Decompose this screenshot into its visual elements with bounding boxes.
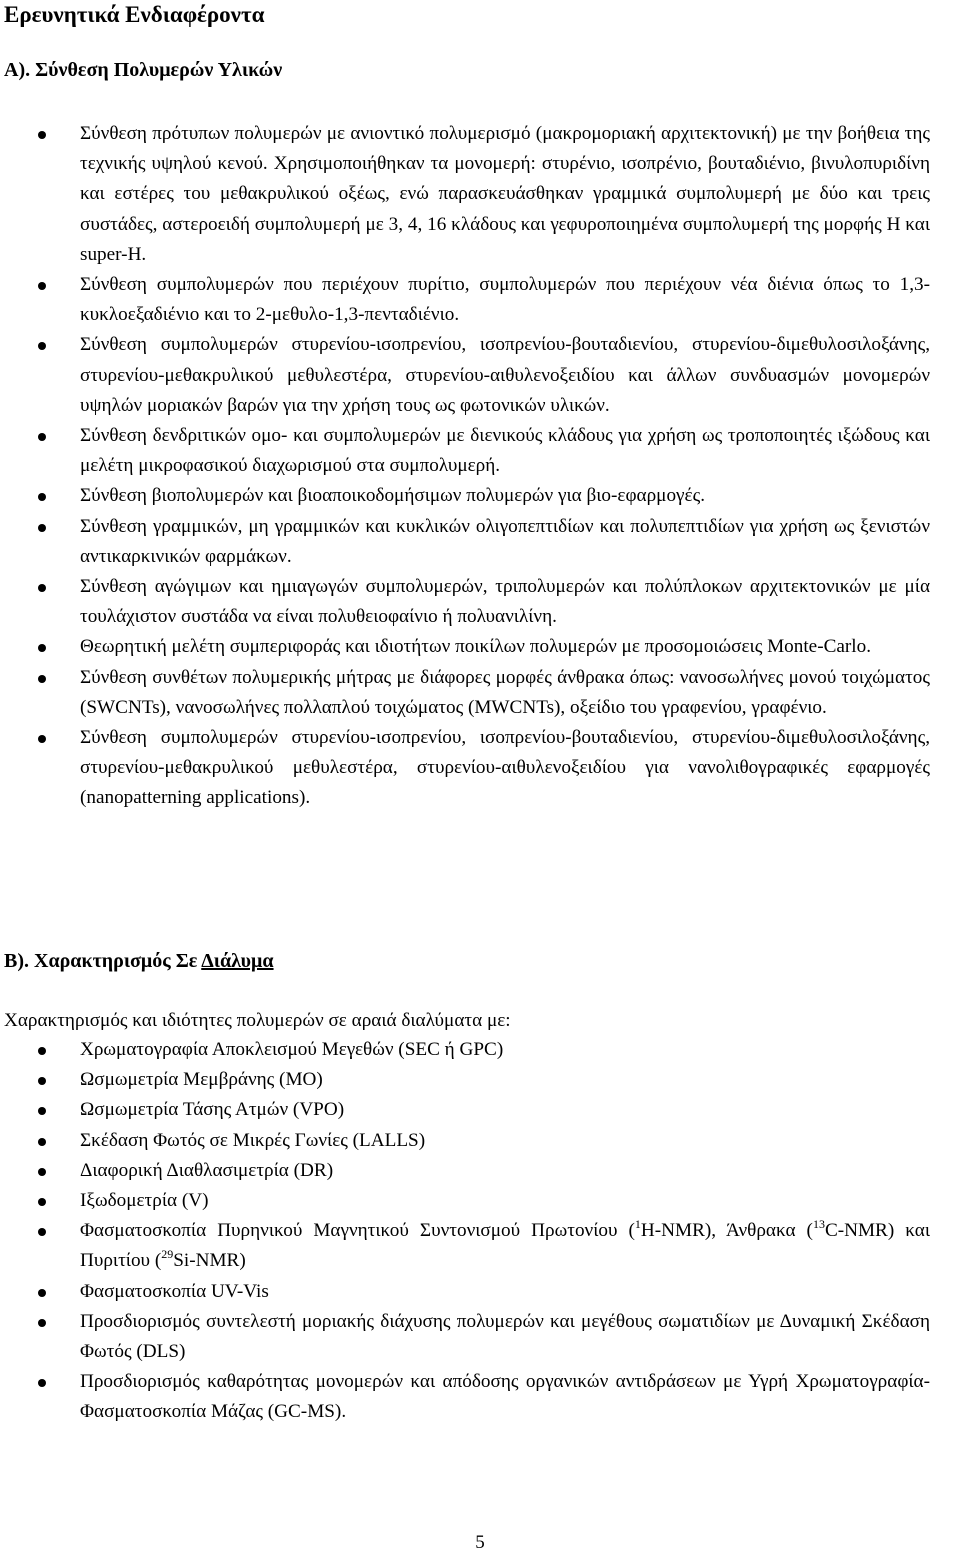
list-item-text: Ιξωδομετρία (V) bbox=[80, 1190, 209, 1212]
list-item-text: Διαφορική Διαθλασιμετρία (DR) bbox=[80, 1159, 334, 1181]
bullet-icon bbox=[38, 644, 46, 652]
page-number: 5 bbox=[475, 1532, 485, 1553]
bullet-icon bbox=[38, 1168, 46, 1176]
bullet-icon bbox=[38, 1319, 46, 1327]
list-item-text: Σύνθεση συνθέτων πολυμερικής μήτρας με διάφορες μορφές άνθρακα όπως: νανοσωλήνες μονού τοιχώματος (SWCNTs), νανοσωλήνες πολλαπλού τοιχώματος (MWCNTs), οξείδιο του γραφενίου, γραφένιο. bbox=[80, 666, 930, 718]
list-item bbox=[0, 723, 960, 814]
list-item bbox=[0, 1307, 960, 1367]
bullet-icon bbox=[38, 584, 46, 592]
nmr-text-2: H-NMR), Άνθρακα ( bbox=[640, 1220, 813, 1242]
bullet-icon bbox=[38, 735, 46, 743]
list-item bbox=[0, 663, 960, 723]
bullet-icon bbox=[38, 1289, 46, 1297]
page-title: Ερευνητικά Ενδιαφέροντα bbox=[4, 2, 265, 27]
list-item-text: Σύνθεση δενδριτικών ομο- και συμπολυμερών με διενικούς κλάδους για χρήση ως τροποποιητές ιξώδους και μελέτη μικροφασικού διαχωρισμού στα συμπολυμερή. bbox=[80, 425, 930, 477]
list-item bbox=[0, 1065, 960, 1095]
bullet-icon bbox=[38, 433, 46, 441]
list-item bbox=[0, 1277, 960, 1307]
section-a-heading: A). Σύνθεση Πολυμερών Υλικών bbox=[4, 59, 283, 81]
list-item bbox=[0, 1095, 960, 1125]
bullet-icon bbox=[38, 1228, 46, 1236]
list-item bbox=[0, 572, 960, 632]
list-item-text: Θεωρητική μελέτη συμπεριφοράς και ιδιοτήτων ποικίλων πολυμερών με προσομοιώσεις Monte-Carlo. bbox=[80, 636, 872, 658]
list-item-text: Σύνθεση συμπολυμερών που περιέχουν πυρίτιο, συμπολυμερών που περιέχουν νέα διένια όπως το 1,3-κυκλοεξαδιένιο και το 2-μεθυλο-1,3-πενταδιένιο. bbox=[80, 274, 930, 326]
list-item bbox=[0, 1216, 960, 1276]
nmr-text-4: Si-NMR) bbox=[173, 1250, 246, 1272]
list-item bbox=[0, 512, 960, 572]
section-b-heading-prefix: B). Χαρακτηρισμός Σε bbox=[4, 950, 202, 972]
nmr-sup-1: 1 bbox=[634, 1217, 641, 1232]
list-item-text: Σύνθεση συμπολυμερών στυρενίου-ισοπρενίου, ισοπρενίου-βουταδιενίου, στυρενίου-διμεθυλοσιλοξάνης, στυρενίου-μεθακρυλικού μεθυλεστέρα, στυρενίου-αιθυλενοξειδίου και άλλων συνδυασμών μονομερών υψηλών μοριακών βαρών για την χρήση τους ως φωτονικών υλικών. bbox=[80, 334, 930, 416]
list-item-text: Σύνθεση αγώγιμων και ημιαγωγών συμπολυμερών, τριπολυμερών και πολύπλοκων αρχιτεκτονικών με μία τουλάχιστον συστάδα να είναι πολυθειοφαίνιο ή πολυανιλίνη. bbox=[80, 576, 930, 628]
list-item bbox=[0, 330, 960, 421]
list-item bbox=[0, 1126, 960, 1156]
nmr-text-3: C-NMR) και Πυριτίου ( bbox=[80, 1220, 930, 1272]
bullet-icon bbox=[38, 1077, 46, 1085]
section-a-list bbox=[0, 119, 960, 814]
bullet-icon bbox=[38, 1107, 46, 1115]
bullet-icon bbox=[38, 131, 46, 139]
list-item-text: Σύνθεση συμπολυμερών στυρενίου-ισοπρενίου, ισοπρενίου-βουταδιενίου, στυρενίου-διμεθυλοσιλοξάνης, στυρενίου-μεθακρυλικού μεθυλεστέρα, στυρενίου-αιθυλενοξειδίου για νανολιθογραφικές εφαρμογές (nanopatterning applications). bbox=[80, 727, 930, 809]
bullet-icon bbox=[38, 493, 46, 501]
section-b-heading bbox=[4, 949, 274, 973]
list-item bbox=[0, 1367, 960, 1427]
list-item-text: Σύνθεση βιοπολυμερών και βιοαποικοδομήσιμων πολυμερών για βιο-εφαρμογές. bbox=[80, 485, 705, 507]
list-item bbox=[0, 632, 960, 662]
section-b-heading-underlined: Διάλυμα bbox=[201, 950, 274, 972]
list-item bbox=[0, 481, 960, 511]
bullet-icon bbox=[38, 1379, 46, 1387]
list-item-text: Σύνθεση πρότυπων πολυμερών με ανιοντικό πολυμερισμό (μακρομοριακή αρχιτεκτονική) με την βοήθεια της τεχνικής υψηλού κενού. Χρησιμοποιήθηκαν τα μονομερή: στυρένιο, ισοπρένιο, βουταδιένιο, βινυλοπυριδίνη και εστέρες του μεθακρυλικού οξέως, ενώ παρασκευάσθηκαν γραμμικά συμπολυμερή με δύο και τρεις συστάδες, αστεροειδή συμπολυμερή με 3, 4, 16 κλάδους και γεφυροποιημένα συμπολυμερή της μορφής H και super-H. bbox=[80, 123, 930, 265]
list-item-text: Χρωματογραφία Αποκλεισμού Μεγεθών (SEC ή GPC) bbox=[80, 1039, 504, 1060]
bullet-icon bbox=[38, 1198, 46, 1206]
list-item bbox=[0, 421, 960, 481]
list-item bbox=[0, 270, 960, 330]
list-item-text: Σκέδαση Φωτός σε Μικρές Γωνίες (LALLS) bbox=[80, 1129, 426, 1151]
section-b-list bbox=[0, 1035, 960, 1428]
section-b-intro: Χαρακτηρισμός και ιδιότητες πολυμερών σε αραιά διαλύματα με: bbox=[4, 1010, 511, 1031]
list-item-text: Προσδιορισμός καθαρότητας μονομερών και απόδοσης οργανικών αντιδράσεων με Υγρή Χρωματογραφία-Φασματοσκοπία Μάζας (GC-MS). bbox=[80, 1371, 930, 1423]
list-item bbox=[0, 1186, 960, 1216]
list-item-text: Φασματοσκοπία UV-Vis bbox=[80, 1280, 269, 1302]
bullet-icon bbox=[38, 524, 46, 532]
bullet-icon bbox=[38, 675, 46, 683]
list-item bbox=[0, 119, 960, 270]
bullet-icon bbox=[38, 1138, 46, 1146]
nmr-sup-13: 13 bbox=[812, 1217, 825, 1232]
list-item bbox=[0, 1035, 960, 1065]
nmr-sup-29: 29 bbox=[161, 1247, 174, 1262]
nmr-text-1: Φασματοσκοπία Πυρηνικού Μαγνητικού Συντονισμού Πρωτονίου ( bbox=[80, 1220, 635, 1242]
bullet-icon bbox=[38, 1047, 46, 1055]
list-item-text: Ωσμωμετρία Μεμβράνης (MO) bbox=[80, 1069, 323, 1091]
list-item bbox=[0, 1156, 960, 1186]
list-item-text: Προσδιορισμός συντελεστή μοριακής διάχυσης πολυμερών και μεγέθους σωματιδίων με Δυναμική Σκέδαση Φωτός (DLS) bbox=[80, 1310, 930, 1363]
list-item-text: Ωσμωμετρία Τάσης Ατμών (VPO) bbox=[80, 1099, 345, 1121]
bullet-icon bbox=[38, 282, 46, 290]
bullet-icon bbox=[38, 342, 46, 350]
list-item-text: Σύνθεση γραμμικών, μη γραμμικών και κυκλικών ολιγοπεπτιδίων και πολυπεπτιδίων για χρήση ως ξενιστών αντικαρκινικών φαρμάκων. bbox=[80, 515, 930, 567]
